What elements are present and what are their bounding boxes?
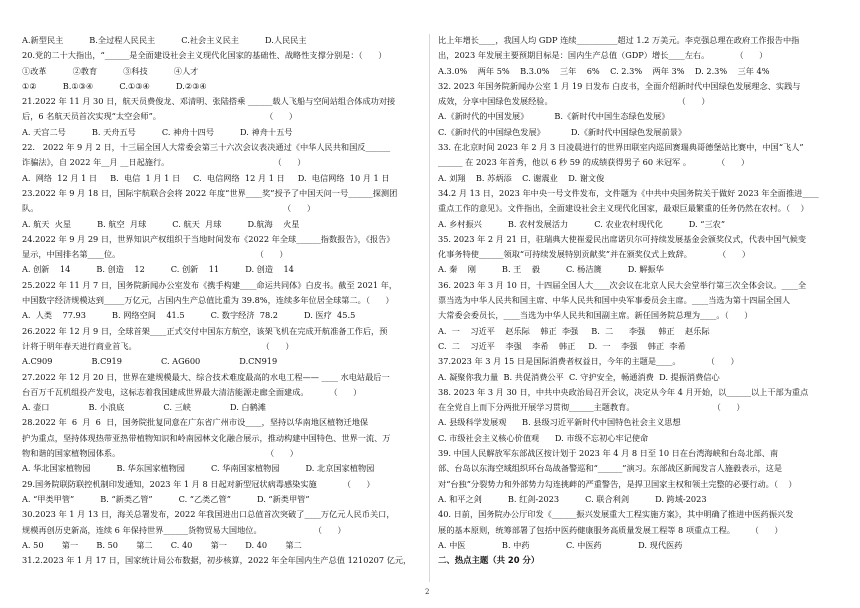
question-line: A. 一 习近平 赵乐际 韩正 李强 B. 二 李强 韩正 赵乐际	[438, 325, 710, 336]
question-line: 40. 日前，国务院办公厅印发《______振兴发展重大工程实施方案》，其中明确了推进中医药振兴发	[438, 509, 794, 520]
question-line: 台百万千瓦机组投产发电，这标志着我国建成世界最大清洁能源走廊全面建成。 （ ）	[22, 386, 362, 397]
question-line: A. 华北国家植物园 B. 华东国家植物园 C. 华南国家植物园 D. 北京国家植物园	[22, 463, 375, 474]
question-line: 23.2022 年 9 月 18 日，国际宇航联合会将 2022 年度“世界____奖”授予了中国天问一号______探测团	[22, 187, 398, 198]
question-line: A. 天宫二号 B. 天舟五号 C. 神舟十四号 D. 神舟十五号	[22, 126, 293, 137]
question-line: 33. 在北京时间 2023 年 2 月 3 日凌晨进行的世界田联室内巡回赛瑞典哥德堡站比赛中，中国“飞人”	[438, 142, 804, 153]
question-line: A. 县级科学发展观 B. 县级习近平新时代中国特色社会主义思想	[438, 417, 681, 428]
question-line: 部、台岛以东海空域组织环台岛战备警巡和“______”演习。东部战区新闻发言人施毅表示，这是	[438, 463, 783, 474]
question-line: A. 壶口 B. 小浪底 C. 三峡 D. 白鹤滩	[22, 402, 266, 413]
question-line: 重点工作的意见》。文件指出，全面建设社会主义现代化国家，最艰巨最繁重的任务仍然在农村。（ ）	[438, 203, 809, 214]
question-line: 22. 2022 年 9 月 2 日，十三届全国人大常委会第三十六次会议表决通过《中华人民共和国反______	[22, 142, 391, 153]
question-line: 计将于明年春天进行商业首飞。 （ ）	[22, 340, 294, 351]
question-line: A.C909 B.C919 C. AG600 D.CN919	[22, 356, 278, 367]
question-line: A. 和平之剑 B. 红剑-2023 C. 联合利剑 D. 跨域-2023	[438, 493, 707, 504]
question-line: 护为重点，坚持体现热带亚热带植物知识和岭南园林文化融合展示，推动构建中国特色、世界一流、万	[22, 432, 391, 443]
question-line: 队。 （ ）	[22, 203, 316, 214]
question-line: 34.2 月 13 日，2023 年中央一号文件发布，文件题为《中共中央国务院关于做好 2023 年全面推进____	[438, 187, 819, 198]
question-line: 中国数字经济规模达到_____万亿元，占国内生产总值比重为 39.8%，连续多年位居全球第二。（ ）	[22, 295, 394, 306]
question-line: A.3.0% 两年 5% B.3.0% 三年 6% C. 2.3% 两年 3% D. 2.3% 三年 4%	[438, 65, 770, 76]
question-line: A. “甲类甲管” B. “新类乙管” C. “乙类乙管” D. “新类甲管”	[22, 493, 310, 504]
question-line: ①改革 ②教育 ③科技 ④人才	[22, 65, 199, 76]
question-line: 28.2022 年 6 月 6 日，国务院批复同意在广东省广州市设____，坚持以华南地区植物迁地保	[22, 417, 369, 428]
question-line: 出，2023 年发展主要预期目标是：国内生产总值（GDP）增长____左右。 （ ）	[438, 50, 768, 61]
question-line: A. 秦 刚 B. 王 毅 C. 杨洁篪 D. 解振华	[438, 264, 664, 275]
question-line: C. 市级社会主义核心价值观 D. 市级不忘初心牢记使命	[438, 432, 649, 443]
right-question-column	[438, 33, 840, 568]
page-number: 2	[425, 588, 430, 596]
question-line: A. 凝聚你我力量 B. 共促消费公平 C. 守护安全，畅通消费 D. 提振消费信心	[438, 371, 720, 382]
question-line: 32. 2023 年国务院新闻办公室 1 月 19 日发布 白皮书，全面介绍新时代中国绿色发展理念、实践与	[438, 80, 801, 91]
question-line: 诈骗法》，自 2022 年__月 __日起施行。 （ ）	[22, 157, 306, 168]
question-line: 35. 2023 年 2 月 21 日，驻瑞典大使崔爱民出席诺贝尔可持续发展基金会颁奖仪式，代表中国气候变	[438, 233, 807, 244]
question-line: 在全党自上而下分两批开展学习贯彻______主题教育。 （ ）	[438, 402, 745, 413]
question-line: A. 人类 77.93 B. 网络空间 41.5 C. 数字经济 78.2 D. 医疗 45.5	[22, 310, 356, 321]
question-line: ______ 在 2023 年首秀，他以 6 秒 59 的成绩获得男子 60 米冠军 。 （ ）	[438, 157, 750, 168]
question-line: 21.2022 年 11 月 30 日，航天员费俊龙、邓清明、张陆搭乘 ______载人飞船与空间站组合体成功对接	[22, 96, 396, 107]
question-line: C.《新时代的中国绿色发展》 D.《新时代中国绿色发展前景》	[438, 126, 687, 137]
question-line: A. 中医 B. 中药 C. 中医药 D. 现代医药	[438, 539, 683, 550]
question-line: C. 二 习近平 李强 李希 韩正 D. 一 李强 韩正 李希	[438, 340, 686, 351]
question-line: 37.2023 年 3 月 15 日是国际消费者权益日，今年的主题是____。 （ ）	[438, 356, 739, 367]
left-question-column	[22, 33, 420, 568]
question-line: A. 乡村振兴 B. 农村发展活力 C. 农业农村现代化 D. “三农”	[438, 218, 726, 229]
question-line: A. 创新 14 B. 创造 12 C. 创新 11 D. 创造 14	[22, 264, 294, 275]
question-line: A. 50 第一 B. 50 第二 C. 40 第一 D. 40 第二	[22, 539, 302, 550]
column-divider	[429, 34, 430, 582]
question-line: 规模再创历史新高，连续 6 年保持世界______货物贸易大国地位。 （ ）	[22, 524, 346, 535]
question-line: 39. 中国人民解放军东部战区按计划于 2023 年 4 月 8 日至 10 日在台湾海峡和台岛北部、南	[438, 448, 779, 459]
question-line: 比上年增长____，我国人均 GDP 连续__________超过 1.2 万美元。李克强总理在政府工作报告中指	[438, 35, 800, 45]
question-line: 成效，分享中国绿色发展经验。 （ ）	[438, 96, 710, 107]
question-line: A. 航天 火星 B. 航空 月球 C. 航天 月球 D.航海 火星	[22, 218, 300, 229]
question-line: 30.2023 年 1 月 13 日，海关总署发布，2022 年我国进出口总值首次突破了____万亿元人民币关口，	[22, 509, 395, 520]
question-line: 38. 2023 年 3 月 30 日，中共中央政治局召开会议，决定从今年 4 月开始，以______以上干部为重点	[438, 386, 809, 397]
question-line: 展的基本原则，统筹部署了包括中医药健康服务高质量发展工程等 8 项重点工程。 （ ）	[438, 524, 783, 535]
question-line: 24.2022 年 9 月 29 日，世界知识产权组织于当地时间发布《2022 年全球______指数报告》，《报告》	[22, 233, 395, 244]
question-line: 25.2022 年 11 月 7 日，国务院新闻办公室发布《携手构建____命运共同体》白皮书。截至 2021 年，	[22, 279, 398, 290]
section-heading: 二、热点主题（共 20 分）	[438, 555, 540, 566]
question-line: A.新型民主 B.全过程人民民主 C.社会主义民主 D.人民民主	[22, 35, 307, 45]
question-line: ①② B.①③④ C.①③④ D.②③④	[22, 80, 207, 91]
question-line: A.《新时代的中国发展》 B.《新时代中国生态绿色发展》	[438, 111, 670, 122]
question-line: 20.党的二十大指出，“______是全面建设社会主义现代化国家的基础性、战略性支撑分别是：（ ）	[22, 50, 387, 61]
question-line: 大常委会委员长，____当选为中华人民共和国副主席。新任国务院总理为____。（ ）	[438, 310, 753, 321]
question-line: A. 刘翔 B. 苏炳添 C. 谢震业 D. 谢文俊	[438, 172, 605, 183]
question-line: 31.2.2023 年 1 月 17 日，国家统计局公布数据，初步核算，2022 年全年国内生产总值 1210207 亿元，	[22, 555, 412, 566]
question-line: A. 网络 12 月 1 日 B. 电信 1 月 1 日 C. 电信网络 12 月 1 日 D. 电信网络 10 月 1 日	[22, 172, 390, 183]
question-line: 票当选为中华人民共和国主席、中华人民共和国中央军事委员会主席。____当选为第十四届全国人	[438, 295, 791, 306]
question-line: 27.2022 年 12 月 20 日，世界在建规模最大、综合技术难度最高的水电工程—— ____ 水电站最后一	[22, 371, 390, 382]
question-line: 物和谐的国家植物园体系。 （ ）	[22, 448, 298, 459]
question-line: 29.国务院联防联控机制印发通知，2023 年 1 月 8 日起对新型冠状病毒感染实施 （ ）	[22, 478, 375, 489]
question-line: 后，6 名航天员首次实现“太空会师”。 （ ）	[22, 111, 298, 122]
question-line: 对“台独”分裂势力和外部势力勾连挑衅的严重警告，是捍卫国家主权和领土完整的必要行动。（ ）	[438, 478, 797, 489]
question-line: 26.2022 年 12 月 9 日，全球首架____正式交付中国东方航空，该架飞机在完成开航准备工作后，预	[22, 325, 388, 336]
question-line: 显示，中国排名第____位。 （ ）	[22, 249, 288, 260]
question-line: 36. 2023 年 3 月 10 日，十四届全国人大____次会议在北京人民大会堂举行第三次全体会议。____全	[438, 279, 807, 290]
question-line: 化事务特使______领取“可持续发展特别贡献奖”并在颁奖仪式上致辞。 （ ）	[438, 249, 751, 260]
